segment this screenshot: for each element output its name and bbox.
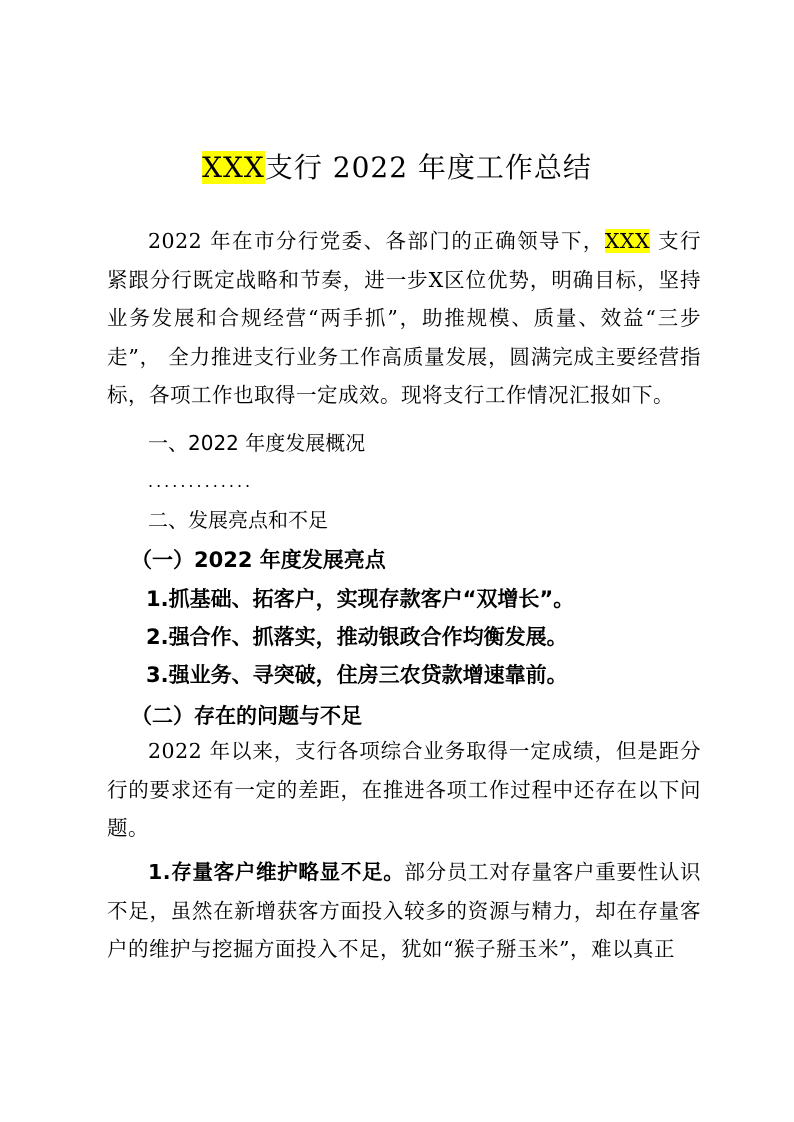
highlight-item-2: 2.强合作、抓落实，推动银政合作均衡发展。	[146, 625, 568, 649]
document-title	[0, 148, 794, 188]
ellipsis-placeholder: .............	[148, 472, 254, 491]
problem-1-paragraph	[107, 853, 701, 969]
highlight-item-1: 1.抓基础、拓客户，实现存款客户“双增长”。	[146, 587, 575, 611]
title-text: 支行 2022 年度工作总结	[264, 151, 592, 184]
highlight-item-3: 3.强业务、寻突破，住房三农贷款增速靠前。	[146, 663, 568, 687]
intro-part2: 支行紧跟分行既定战略和节奏，进一步X区位优势，明确目标，坚持业务发展和合规经营“两手抓”，助推规模、质量、效益“三步走”， 全力推进支行业务工作高质量发展，圆满完成主要经营指标，各项工作也取得一定成效。现将支行工作情况汇报如下。	[107, 229, 701, 408]
intro-highlight: XXX	[604, 229, 651, 253]
subsection-heading-problems: （二）存在的问题与不足	[131, 704, 362, 728]
section-heading-2: 二、发展亮点和不足	[148, 508, 328, 532]
problem-1-heading: 1.存量客户维护略显不足。	[148, 860, 405, 884]
intro-part1: 2022 年在市分行党委、各部门的正确领导下，	[148, 229, 605, 253]
problems-intro-paragraph: 2022 年以来，支行各项综合业务取得一定成绩，但是距分行的要求还有一定的差距，在推进各项工作过程中还存在以下问题。	[107, 739, 701, 841]
section-heading-1: 一、2022 年度发展概况	[148, 431, 366, 455]
problem-1-text: 部分员工对存量客户重要性认识不足，虽然在新增获客方面投入较多的资源与精力，却在存量客户的维护与挖掘方面投入不足，犹如“猴子掰玉米”，难以真正	[107, 860, 701, 962]
intro-paragraph	[107, 222, 701, 415]
subsection-heading-highlights: （一）2022 年度发展亮点	[131, 548, 386, 572]
title-highlight: XXX	[202, 151, 265, 184]
